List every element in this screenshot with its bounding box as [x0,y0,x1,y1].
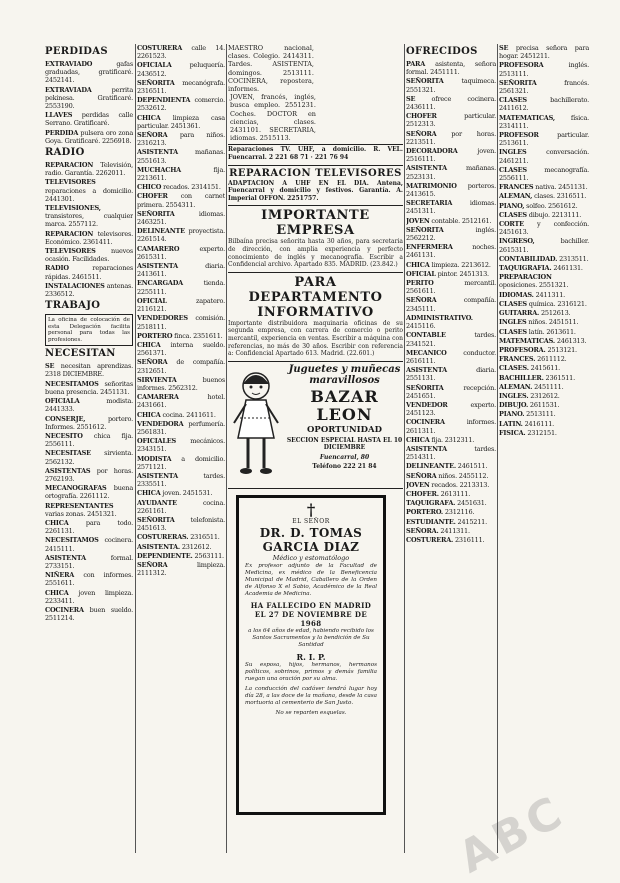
obituary-footer: No se reparten esquelas. [275,709,347,716]
classified-ad: MATEMATICAS. 2461313. [499,336,587,345]
classified-ad: INGLES. 2312612. [499,391,560,400]
classified-ad: TELEVISORES nuevos ocasión. Facilidades. [45,247,133,264]
departamento-ad-body: Importante distribuidora maquinaria oficinas de su segunda empresa, con carrera de comercio o perito mercantil, experiencia en ventas. Escribir a máquina con referencias, no más de 30 años. Escribir con referencia a: Confidencial Apartado 613. Madrid. (22.601.) [228,319,403,358]
classifieds-column-6 [499,44,589,853]
ads-list-necesitan [45,362,133,622]
classified-ad: CLASES bachillerato. 2411612. [499,96,589,113]
classified-ad: SEÑORA para niños. 2316213. [137,131,225,148]
ads-list-radio [45,161,133,298]
section-heading-trabajo: TRABAJO [45,300,101,312]
classified-ad: NECESITAMOS cocinera. 2415111. [45,536,133,553]
classifieds-column-2 [137,44,225,853]
classified-ad: ALEMAN. 2451111. [499,382,564,391]
classified-ad: ASISTENTA tardes. 2335511. [137,471,225,489]
classified-ad: NIÑERA con informes. 2551611. [45,571,133,588]
classified-ad: NECESITO chica fija. 2556111. [45,431,133,449]
classified-ad: CONTABILIDAD. 2313511. [499,254,589,263]
classified-ad: ENFERMERA noches. 2461131. [406,243,496,260]
cross-icon: † [306,499,316,519]
classified-ad: CHICA interna sueldo. 2561371. [137,340,225,358]
classified-ad: MECANOGRAFAS buena ortografía. 2261112. [45,484,133,501]
classified-ad: DELINEANTE. 2461511. [406,462,488,471]
classified-ad: VENDEDOR experto. 2451123. [406,400,496,418]
classified-ad: SEÑORA por horas. 2213511. [406,129,496,146]
classified-ad: OFICIAL pintor. 2451313. [406,269,489,278]
classified-ad: CHICA para todo. 2261131. [45,518,133,536]
classified-ad: JOVEN contable. 2512161. [406,216,492,225]
classified-ad: CHICA limpieza casa particular. 2451361. [137,113,225,130]
classified-ad: PROFESOR particular. 2513611. [499,131,589,148]
column-rule [497,44,498,853]
bazar-leon-ad [228,361,403,489]
classified-ad: PERDIDA pulsera oro zona Goya. Gratificaré. 2256918. [45,128,133,145]
classified-ad: INSTALACIONES antenas. 2336512. [45,281,133,299]
classified-ad: MODISTA a domicilio. 2571121. [137,454,225,471]
classified-ad: ASISTENTA mañanas. 2551613. [137,148,225,165]
ads-list [499,44,589,437]
classified-ad: INGLES niños. 2451511. [499,318,579,327]
classified-ad: ENCARGADA tienda. 2255111. [137,279,225,296]
obituary-profession: Médico y estomatólogo [272,553,350,562]
classified-ad: SEÑORITA mecanógrafa. 2316511. [137,78,225,96]
column-rule [135,44,136,853]
classified-ad: PORTERO. 2312116. [406,508,475,517]
repair-ad [228,165,403,203]
classified-ad: CHICA cocina. 2411611. [137,410,216,419]
classified-ad: LLAVES perdidas calle Serrano. Gratificaré. [45,111,133,128]
classified-ad: SEÑORITA recepción. 2451651. [406,383,496,400]
display-ads-area [228,44,403,853]
bazar-leon-section: SECCION ESPECIAL HASTA EL 10 DICIEMBRE [286,436,403,452]
classified-ad: DEPENDIENTE. 2563111. [137,551,224,560]
ads-list [406,60,496,544]
classified-ad: CLASES química. 2316121. [499,299,587,308]
classified-ad: SEÑORITA telefonista. 2451613. [137,515,225,533]
classified-ad: SIRVIENTA buenos informes. 2562312. [137,375,225,392]
column-rule [226,44,227,853]
classified-ad: PERITO mercantil. 2561611. [406,279,496,296]
empresa-ad-heading: IMPORTANTE EMPRESA [261,208,370,239]
classified-ad: SEÑORA compañía. 2345111. [406,296,496,313]
classified-ad: VENDEDORES comisión. 2518111. [137,314,225,331]
classified-ad: OFICIAL zapatero. 2116121. [137,296,225,314]
bazar-leon-address: Fuencarral, 80 [319,453,370,461]
classified-ad: ADMINISTRATIVO. 2415116. [406,313,473,331]
departamento-ad [228,272,403,358]
classified-ad: BACHILLER. 2361511. [499,373,575,382]
classified-ad: JOVEN recados. 2213313. [406,480,490,489]
obituary-sacraments: a los 64 años de edad, habiendo recibido los Santos Sacramentos y la bendición de Su Santidad [248,627,374,648]
classified-ad: RADIO reparaciones rápidas. 2461511. [45,264,133,281]
classified-ad: TELEVISORES reparaciones a domicilio. 2441301. [45,178,133,203]
classified-ad: MECANICO conductor. 2616111. [406,348,496,365]
classified-ad: INGLES conversación. 2461211. [499,148,589,165]
obituary-rip: R. I. P. [296,651,326,662]
classified-ad: OFICIALA modista. 2441333. [45,397,133,414]
empresa-ad-body: Bilbaína precisa señorita hasta 30 años, para secretaria de dirección, con amplia experiencia y perfecto conocimiento de inglés y mecanografía. Escribir a Confidencial archivo. Apartado 835. MADRID. (23.842.) [228,238,403,269]
classified-ad: PORTERO finca. 2351611. [137,331,223,340]
classified-ad: CLASES dibujo. 2213111. [499,210,582,219]
classified-ad: ASISTENTA formal. 2733151. [45,553,133,570]
section-heading-ofrecidos: OFRECIDOS [406,46,478,57]
bazar-leon-tagline: Juguetes y muñecas maravillosos [288,363,401,386]
empresa-ad [228,205,403,268]
classified-ad: SEÑORA de compañía. 2312651. [137,358,225,375]
classified-ad: TAQUIGRAFA. 2451631. [406,499,487,508]
classified-ad: MATRIMONIO porteros. 2413615. [406,181,496,199]
obituary-intro: Ex profesor adjunto de la Facultad de Medicina, ex médico de la Beneficencia Municipal de Madrid, Caballero de la Orden de Alfonso X el Sabio, Académico de la Real Academia de Medicina. [245,562,377,597]
classified-ad: SEÑORA niños. 2455112. [406,471,489,480]
classified-ad: ASISTENTA. 2312612. [137,542,212,551]
classified-ad: OFICIALA peluquería. 2436512. [137,61,225,78]
departamento-ad-heading-1: PARA DEPARTAMENTO [248,274,383,305]
section-heading-perdidas: PERDIDAS [45,46,108,57]
classified-ad: SEÑORITA idiomas. 2463251. [137,209,225,227]
bazar-leon-oportunidad: OPORTUNIDAD [307,424,382,435]
classified-ad: ASISTENTA diaria. 2413611. [137,262,225,279]
classified-ad: CHICA joven limpieza. 2233411. [45,588,133,605]
bazar-leon-text [286,364,403,471]
classified-ad: DECORADORA joven. 2516111. [406,147,496,164]
ads-list [137,44,225,577]
classified-ad: PROFESORA. 2513121. [499,345,577,354]
classified-ad: CHICA joven. 2451531. [137,489,213,498]
classified-ad: TELEVISIONES, transistores, cualquier marca. 2557112. [45,204,133,229]
classified-ad: PIANO, solfeo. 2561612. [499,201,578,210]
obituary-name: DR. D. TOMAS GARCIA DIAZ [259,525,363,554]
classified-ad: COSTURERA. 2316111. [406,535,485,544]
column-rule [404,44,405,853]
classified-ad: SE necesitan aprendizas. 2318 DICIEMBRE. [45,362,133,379]
classified-ad: COSTURERA calle 14. 2261523. [137,44,225,61]
abc-watermark: ABC [450,785,574,883]
obituary-box [236,495,386,815]
obituary-death-date: HA FALLECIDO EN MADRID EL 27 DE NOVIEMBRE DE 1968 [250,600,372,628]
classified-ad: TAQUIGRAFIA. 2461131. [499,264,583,273]
classified-ad: SE precisa señora para hogar. 2451211. [499,44,589,61]
classified-ad: DIBUJO. 2611531. [499,401,560,410]
small-ad: JOVEN, francés, inglés, busca empleo. 2551231. Coches. DOCTOR en ciencias, clases. 2431101. SECRETARIA, idiomas. 2515113. [230,93,316,143]
classified-ad: COCINERA informes. 2611311. [406,418,496,435]
classified-ad: DELINEANTE proyectista. 2261514. [137,227,225,244]
classified-ad: DEPENDIENTA comercio. 2532612. [137,96,225,113]
classified-ad: REPARACION Televisión, radio. Garantía. 2262011. [45,161,133,178]
repair-ad-body: ADAPTACION A UHF EN EL DIA. Antena, Fuencarral y domicilio y festivos. Garantía. A. Imperial OFFON. 2251757. [228,179,403,202]
classified-ad: GUITARRA. 2512613. [499,309,571,318]
classified-ad: VENDEDORA perfumería. 2561831. [137,419,225,436]
classified-ad: PIANO. 2513111. [499,410,556,419]
classified-ad: CAMARERO experto. 2615311. [137,244,225,261]
classified-ad: MUCHACHA fija. 2213611. [137,165,225,183]
classified-ad: CHOFER particular. 2512313. [406,112,496,129]
classified-ad: NECESITAMOS señoritas buena presencia. 2451131. [45,379,133,396]
doll-illustration [230,368,282,480]
small-ad: MAESTRO nacional, clases. Colegio. 2414311. Tardes. ASISTENTA, domingos. 2513111. COCINERA, repostera, informes. [228,44,314,94]
classified-ad: PREPARACION oposiciones. 2551321. [499,273,569,290]
obituary-family: Su esposa, hijos, hermanos, hermanos políticos, sobrinos, primos y demás familia ruegan una oración por su alma. [245,661,377,682]
classified-ad: ESTUDIANTE. 2415211. [406,517,487,526]
classified-ad: ALEMAN, clases. 2316511. [499,192,587,201]
obituary-funeral: La conducción del cadáver tendrá lugar hoy día 28, a las doce de la mañana, desde la casa mortuoria al cementerio de San Justo. [245,685,377,706]
bazar-leon-name: BAZAR LEON [310,386,379,424]
classified-ad: CAMARERA hotel. 2431661. [137,393,225,410]
classified-ad: SE ofrece cocinera. 2436111. [406,94,496,112]
repair-ad-heading: REPARACION TELEVISORES [229,167,402,179]
classified-ad: CHICA limpieza. 2213612. [406,260,491,269]
classified-ad: ASISTENTA mañanas. 2523131. [406,164,496,181]
classified-ad: SECRETARIA idiomas. 2451311. [406,199,496,216]
classified-ad: CORTE y confección. 2451613. [499,220,589,237]
classifieds-column-1 [45,44,133,853]
ads-list-perdidas [45,60,133,145]
repair-line: Reparaciones TV. UHF, a domicilio. R. VEL. Fuencarral. 2 221 68 71 · 221 76 94 [228,146,403,162]
classified-ad: FRANCES nativa. 2451131. [499,183,588,192]
classified-ad: OFICIALES mecánicos. 2343151. [137,437,225,454]
classified-ad: CLASES latín. 2613611. [499,327,576,336]
section-heading-necesitan: NECESITAN [45,348,116,360]
classified-ad: CHICO recados. 2314151. [137,183,221,192]
classified-ad: SEÑORITA francés. 2561321. [499,78,589,96]
classified-ad: FISICA. 2312151. [499,428,557,437]
classified-ad: EXTRAVIADO gafas graduadas, gratificaré. 2452141. [45,60,133,85]
classified-ad: INGRESO, bachiller. 2615311. [499,237,589,254]
classified-ad: COCINERA buen sueldo. 2511214. [45,605,133,623]
classified-ad: CHOFER con carnet primera. 2554311. [137,192,225,209]
section-heading-radio: RADIO [45,147,85,159]
classifieds-column-5 [406,44,496,853]
boxed-notice: La oficina de colocación de esta Delegación facilita personal para todas las profesiones. [45,314,133,346]
classified-ad: ASISTENTAS por horas. 2762193. [45,466,133,483]
classified-ad: REPRESENTANTES varias zonas. 2451321. [45,501,117,518]
classified-ad: IDIOMAS. 2411311. [499,290,566,299]
classified-ad: MATEMATICAS, física. 2314111. [499,113,589,130]
bazar-leon-phone: Teléfono 222 21 84 [312,463,377,471]
classified-ad: NECESITASE sirvienta. 2562132. [45,449,133,466]
classified-ad: CONSERJE, portero. Informes. 2551612. [45,414,133,431]
classified-ad: PARA asistenta, señora formal. 2451111. [406,60,496,77]
classified-ad: CHOFER. 2613111. [406,489,471,498]
classified-ad: ASISTENTA diaria. 2551131. [406,366,496,383]
classified-ad: PROFESORA inglés. 2513111. [499,61,589,78]
classified-ad: COSTURERAS. 2316511. [137,533,220,542]
classified-ad: CLASES. 2415611. [499,364,561,373]
classified-ad: ASISTENTA tardes. 2514311. [406,444,496,462]
classified-ad: SEÑORA. 2411311. [406,526,470,535]
top-small-ads [228,44,403,142]
classified-ad: LATIN. 2416111. [499,419,555,428]
classified-ad: SEÑORITA taquimeca. 2551321. [406,77,496,94]
classified-ad: CONTABLE tardes. 2341521. [406,331,496,348]
classified-ad: CLASES mecanografía. 2556111. [499,165,589,183]
classified-ad: SEÑORITA inglés. 2562212. [406,225,496,243]
classified-ad: REPARACION televisores. Económico. 2361411. [45,229,133,246]
obituary-el-senor: EL SEÑOR [292,517,330,525]
classified-ad: EXTRAVIADA perrita pekinesa. Gratificaré. 2553190. [45,85,133,111]
classified-ad: SEÑORA limpieza. 2111312. [137,560,225,578]
classified-ad: CHICA fija. 2312311. [406,435,475,444]
classified-ad: AYUDANTE cocina. 2261161. [137,498,225,515]
classified-ad: FRANCES. 2611112. [499,355,567,364]
departamento-ad-heading-2: INFORMATIVO [257,304,374,320]
